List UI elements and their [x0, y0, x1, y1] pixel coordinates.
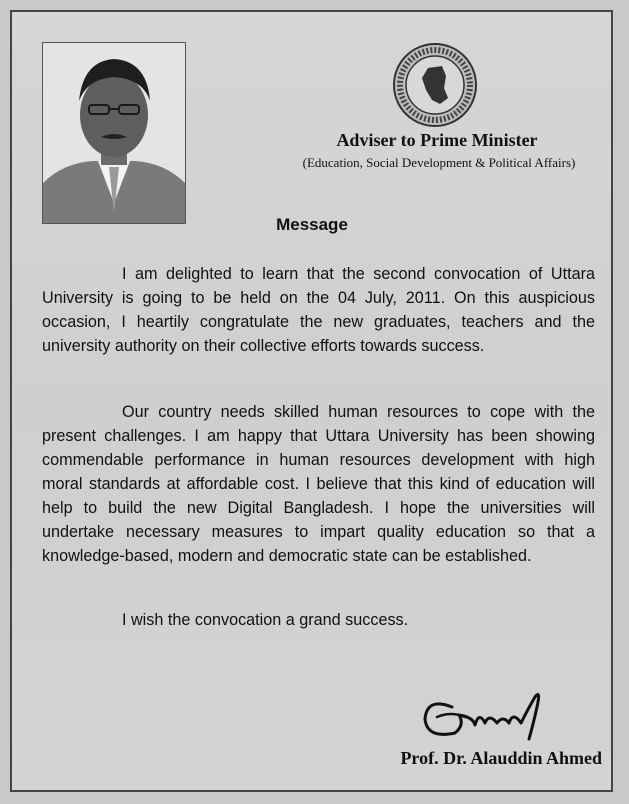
office-subtitle: (Education, Social Development & Political Affairs)	[302, 155, 576, 170]
paragraph-text: I wish the convocation a grand success.	[122, 611, 409, 629]
message-paragraph	[42, 262, 595, 358]
government-seal-icon	[392, 42, 478, 128]
office-title: Adviser to Prime Minister	[336, 130, 538, 150]
message-paragraph	[42, 400, 595, 568]
paragraph-text: Our country needs skilled human resources to cope with the present challenges. I am happy that Uttara University has been showing commendable performance in human resources development with high moral standards at affordable cost. I believe that this kind of education will help to build the new Digital Bangladesh. I hope the universities will undertake necessary measures to impart quality education so that a knowledge-based, modern and democratic state can be established.	[42, 403, 595, 565]
handwritten-signature	[417, 677, 567, 747]
signatory-name: Prof. Dr. Alauddin Ahmed	[400, 748, 602, 768]
paragraph-text: I am delighted to learn that the second convocation of Uttara University is going to be held on the 04 July, 2011. On this auspicious occasion, I heartily congratulate the new graduates, teachers and the university authority on their collective efforts towards success.	[42, 265, 595, 355]
message-page	[10, 10, 613, 792]
message-paragraph	[42, 608, 595, 632]
message-heading: Message	[276, 215, 348, 234]
portrait-photo	[42, 42, 186, 224]
